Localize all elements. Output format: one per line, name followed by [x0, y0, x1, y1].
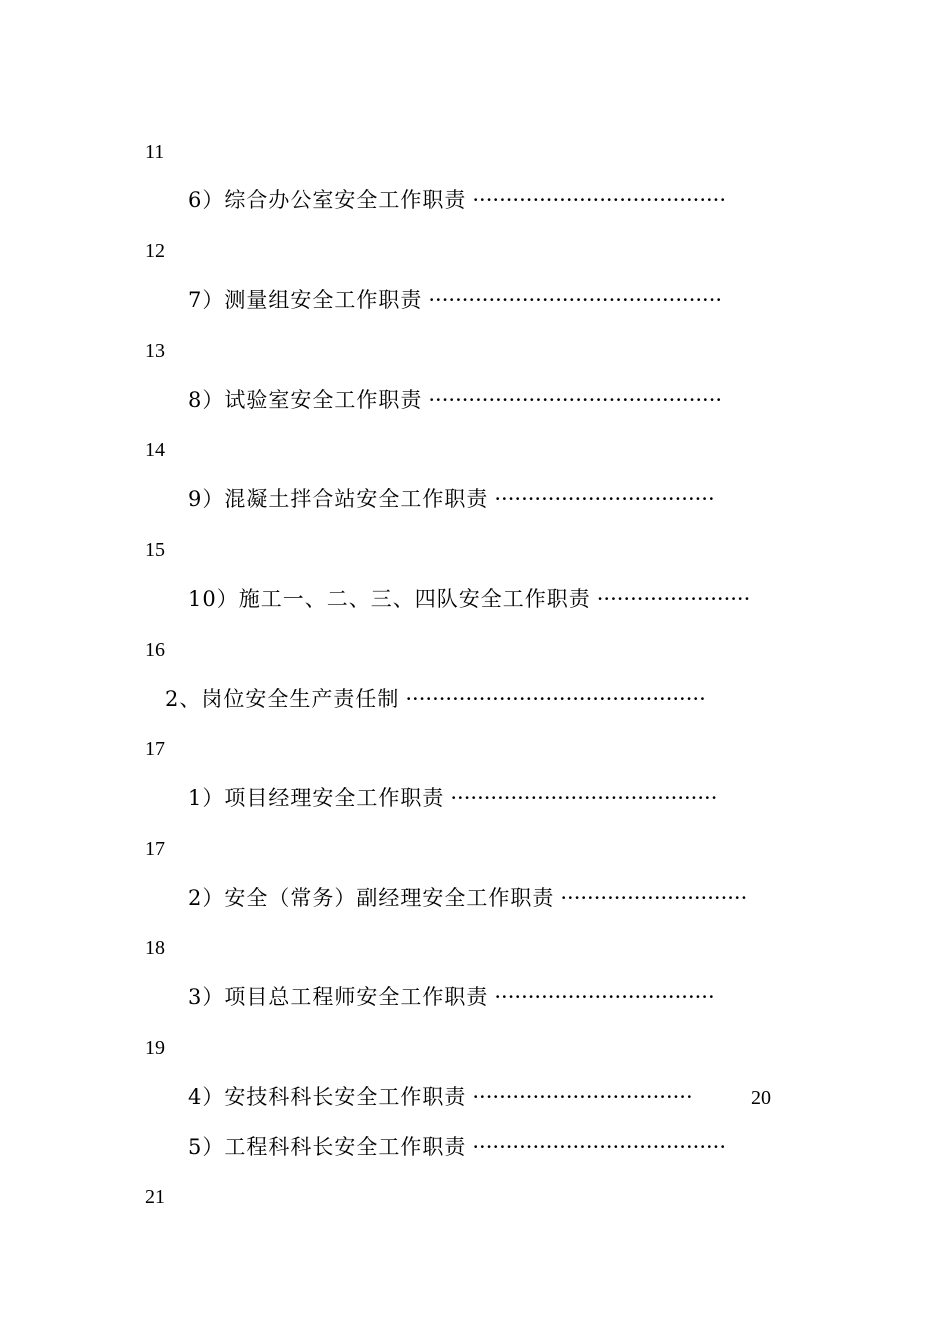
toc-leader-dots: ······································ — [472, 188, 727, 212]
toc-leader-dots: ································· — [494, 985, 715, 1009]
toc-entry-label: 2）安全（常务）副经理安全工作职责 — [188, 886, 555, 910]
toc-entry — [188, 1133, 806, 1161]
toc-entry-label: 4）安技科科长安全工作职责 — [188, 1085, 467, 1109]
toc-leader-dots: ············································· — [405, 687, 706, 711]
toc-leader-dots: ············································ — [428, 388, 723, 412]
page-number: 16 — [145, 639, 165, 661]
toc-page-number: 20 — [751, 1087, 771, 1109]
toc-entry-label: 6）综合办公室安全工作职责 — [188, 188, 467, 212]
toc-section-label: 2、岗位安全生产责任制 — [165, 687, 400, 711]
toc-entry-label: 5）工程科科长安全工作职责 — [188, 1135, 467, 1159]
toc-section — [165, 685, 806, 713]
toc-entry — [188, 983, 806, 1011]
page-number: 15 — [145, 539, 165, 561]
toc-leader-dots: ···························· — [560, 886, 748, 910]
toc-entry-label: 10）施工一、二、三、四队安全工作职责 — [188, 587, 591, 611]
page-number: 21 — [145, 1186, 165, 1208]
page-number: 12 — [145, 240, 165, 262]
page-number: 11 — [145, 141, 165, 163]
page-number: 19 — [145, 1037, 165, 1059]
toc-entry — [188, 386, 806, 414]
toc-leader-dots: ································· — [472, 1085, 693, 1109]
toc-entry-label: 7）测量组安全工作职责 — [188, 288, 423, 312]
toc-entry — [188, 585, 806, 613]
page-number: 18 — [145, 937, 165, 959]
page-number: 14 — [145, 439, 165, 461]
page-number: 17 — [145, 738, 165, 760]
toc-entry-label: 9）混凝土拌合站安全工作职责 — [188, 487, 489, 511]
toc-entry-label: 1）项目经理安全工作职责 — [188, 786, 445, 810]
toc-entry — [188, 1083, 771, 1112]
toc-entry-label: 8）试验室安全工作职责 — [188, 388, 423, 412]
toc-leader-dots: ······································ — [472, 1135, 727, 1159]
toc-entry — [188, 186, 806, 214]
toc-entry — [188, 286, 806, 314]
toc-leader-dots: ········································ — [450, 786, 718, 810]
toc-leader-dots: ······················· — [596, 587, 751, 611]
toc-entry — [188, 784, 806, 812]
page-number: 13 — [145, 340, 165, 362]
toc-leader-dots: ································· — [494, 487, 715, 511]
page-number: 17 — [145, 838, 165, 860]
toc-entry — [188, 485, 806, 513]
toc-entry-label: 3）项目总工程师安全工作职责 — [188, 985, 489, 1009]
toc-entry — [188, 884, 806, 912]
toc-leader-dots: ············································ — [428, 288, 723, 312]
